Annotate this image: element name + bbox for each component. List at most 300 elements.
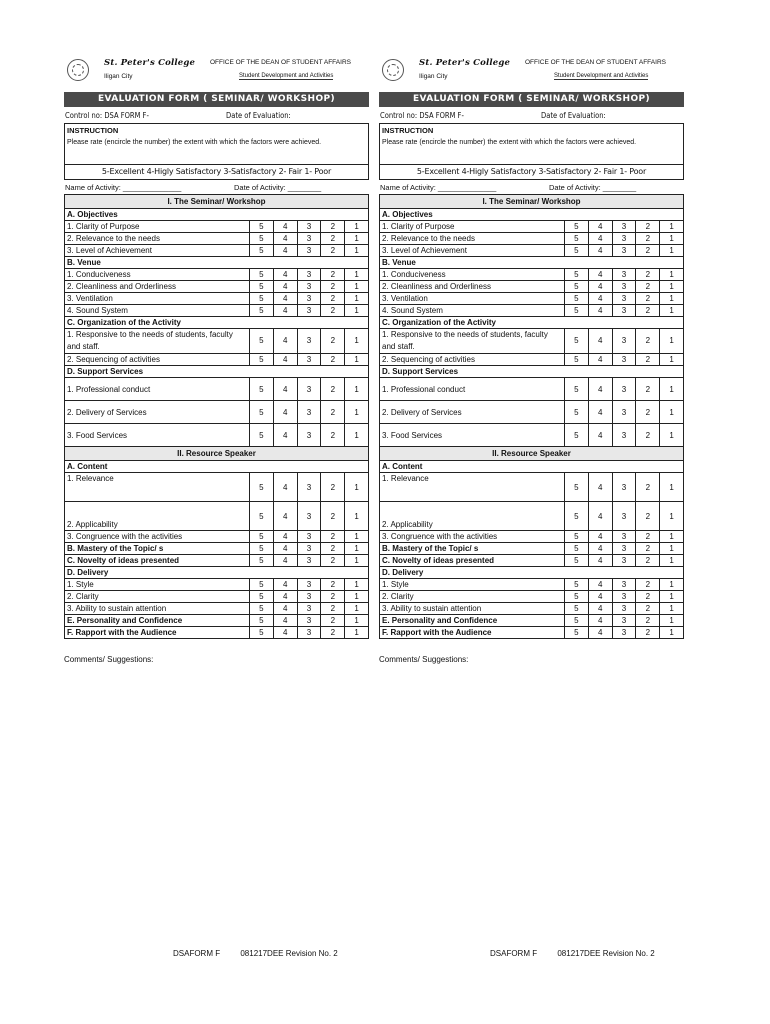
rating-option-5[interactable]: 5 (565, 627, 589, 639)
rating-option-3[interactable]: 3 (612, 424, 636, 447)
rating-option-5[interactable]: 5 (250, 591, 274, 603)
rating-option-3[interactable]: 3 (612, 233, 636, 245)
rating-option-3[interactable]: 3 (612, 401, 636, 424)
rating-option-1[interactable]: 1 (660, 245, 684, 257)
rating-option-1[interactable]: 1 (345, 293, 369, 305)
rating-option-1[interactable]: 1 (345, 281, 369, 293)
criterion-row (65, 424, 369, 447)
evaluation-form-left (64, 55, 369, 664)
criterion-row (65, 293, 369, 305)
rating-option-3[interactable]: 3 (612, 502, 636, 531)
group-title: A. Objectives (380, 209, 684, 221)
rating-option-1[interactable]: 1 (345, 424, 369, 447)
rating-option-1[interactable]: 1 (345, 378, 369, 401)
footer-right (490, 949, 655, 958)
rating-option-2[interactable]: 2 (636, 305, 660, 317)
rating-option-2[interactable]: 2 (636, 221, 660, 233)
rating-option-5[interactable]: 5 (565, 615, 589, 627)
rating-option-1[interactable]: 1 (660, 531, 684, 543)
rating-option-2[interactable]: 2 (636, 531, 660, 543)
rating-option-1[interactable]: 1 (660, 293, 684, 305)
rating-option-2[interactable]: 2 (321, 305, 345, 317)
rating-option-3[interactable]: 3 (297, 555, 321, 567)
rating-option-5[interactable]: 5 (250, 401, 274, 424)
criterion-label: 1. Conduciveness (65, 269, 250, 281)
rating-option-2[interactable]: 2 (321, 354, 345, 366)
criterion-row (65, 603, 369, 615)
rating-option-4[interactable]: 4 (273, 543, 297, 555)
rating-option-4[interactable]: 4 (588, 269, 612, 281)
rating-option-5[interactable]: 5 (250, 354, 274, 366)
rating-option-5[interactable]: 5 (565, 221, 589, 233)
rating-option-3[interactable]: 3 (297, 543, 321, 555)
rating-option-1[interactable]: 1 (345, 245, 369, 257)
rating-option-2[interactable]: 2 (321, 591, 345, 603)
rating-option-3[interactable]: 3 (297, 233, 321, 245)
rating-option-5[interactable]: 5 (565, 603, 589, 615)
rating-option-1[interactable]: 1 (345, 269, 369, 281)
criterion-label: 1. Professional conduct (380, 378, 565, 401)
rating-option-5[interactable]: 5 (565, 281, 589, 293)
rating-option-4[interactable]: 4 (588, 233, 612, 245)
rating-option-1[interactable]: 1 (660, 615, 684, 627)
activity-row (64, 180, 369, 194)
section-header-row (65, 195, 369, 209)
rating-option-4[interactable]: 4 (588, 591, 612, 603)
rating-option-4[interactable]: 4 (588, 615, 612, 627)
rating-option-5[interactable]: 5 (565, 502, 589, 531)
rating-option-4[interactable]: 4 (273, 473, 297, 502)
criterion-row (380, 627, 684, 639)
rating-option-2[interactable]: 2 (636, 627, 660, 639)
rating-option-2[interactable]: 2 (321, 555, 345, 567)
instruction-heading: INSTRUCTION (382, 126, 434, 135)
rating-option-5[interactable]: 5 (565, 473, 589, 502)
instruction-text: Please rate (encircle the number) the extent with which the factors were achieved. (382, 139, 637, 146)
rating-option-3[interactable]: 3 (297, 305, 321, 317)
rating-option-4[interactable]: 4 (273, 269, 297, 281)
rating-option-4[interactable]: 4 (588, 579, 612, 591)
rating-option-2[interactable]: 2 (636, 603, 660, 615)
rating-option-3[interactable]: 3 (612, 269, 636, 281)
criterion-row (65, 378, 369, 401)
rating-option-5[interactable]: 5 (250, 424, 274, 447)
comments-label: Comments/ Suggestions: (64, 655, 154, 664)
rating-option-3[interactable]: 3 (612, 354, 636, 366)
criterion-label: 3. Ventilation (380, 293, 565, 305)
rating-option-5[interactable]: 5 (565, 305, 589, 317)
name-of-activity-field[interactable]: Name of Activity: ______________ (65, 183, 182, 192)
rating-option-1[interactable]: 1 (660, 233, 684, 245)
rating-option-2[interactable]: 2 (636, 424, 660, 447)
rating-option-1[interactable]: 1 (660, 424, 684, 447)
criterion-label: 4. Sound System (380, 305, 565, 317)
criterion-label: E. Personality and Confidence (65, 615, 250, 627)
rating-option-5[interactable]: 5 (565, 401, 589, 424)
rating-option-1[interactable]: 1 (345, 354, 369, 366)
rating-option-3[interactable]: 3 (612, 579, 636, 591)
rating-option-2[interactable]: 2 (636, 401, 660, 424)
criterion-row (380, 245, 684, 257)
rating-option-3[interactable]: 3 (612, 603, 636, 615)
rating-option-3[interactable]: 3 (297, 221, 321, 233)
rating-option-5[interactable]: 5 (250, 627, 274, 639)
rating-option-1[interactable]: 1 (345, 555, 369, 567)
criterion-row (380, 502, 684, 531)
rating-option-4[interactable]: 4 (588, 627, 612, 639)
group-title: C. Organization of the Activity (380, 317, 684, 329)
rating-option-2[interactable]: 2 (636, 245, 660, 257)
rating-option-5[interactable]: 5 (565, 269, 589, 281)
rating-option-5[interactable]: 5 (250, 293, 274, 305)
rating-option-5[interactable]: 5 (250, 281, 274, 293)
rating-option-2[interactable]: 2 (321, 579, 345, 591)
group-header-row (65, 317, 369, 329)
rating-option-5[interactable]: 5 (565, 293, 589, 305)
rating-option-5[interactable]: 5 (250, 378, 274, 401)
criterion-row (380, 579, 684, 591)
criterion-label: 2. Delivery of Services (65, 401, 250, 424)
rating-option-4[interactable]: 4 (588, 424, 612, 447)
rating-option-4[interactable]: 4 (273, 245, 297, 257)
rating-option-1[interactable]: 1 (660, 329, 684, 354)
rating-option-4[interactable]: 4 (273, 424, 297, 447)
criterion-label: 2. Sequencing of activities (380, 354, 565, 366)
rating-option-4[interactable]: 4 (588, 555, 612, 567)
rating-option-4[interactable]: 4 (588, 603, 612, 615)
rating-option-2[interactable]: 2 (636, 579, 660, 591)
section-header-row (65, 447, 369, 461)
rating-option-3[interactable]: 3 (297, 531, 321, 543)
rating-option-2[interactable]: 2 (321, 233, 345, 245)
rating-option-5[interactable]: 5 (250, 531, 274, 543)
rating-option-3[interactable]: 3 (297, 615, 321, 627)
rating-option-3[interactable]: 3 (612, 591, 636, 603)
rating-option-2[interactable]: 2 (321, 531, 345, 543)
rating-option-5[interactable]: 5 (565, 531, 589, 543)
rating-option-3[interactable]: 3 (297, 281, 321, 293)
activity-row (379, 180, 684, 194)
rating-option-3[interactable]: 3 (612, 473, 636, 502)
criterion-label: B. Mastery of the Topic/ s (380, 543, 565, 555)
criterion-row (65, 305, 369, 317)
date-of-evaluation-label: Date of Evaluation: (226, 111, 291, 120)
rating-option-2[interactable]: 2 (636, 233, 660, 245)
rating-option-2[interactable]: 2 (321, 424, 345, 447)
rating-option-4[interactable]: 4 (588, 473, 612, 502)
rating-option-4[interactable]: 4 (273, 502, 297, 531)
criterion-row (65, 543, 369, 555)
criterion-label: 3. Ability to sustain attention (380, 603, 565, 615)
rating-option-4[interactable]: 4 (273, 531, 297, 543)
rating-option-4[interactable]: 4 (588, 293, 612, 305)
rating-option-4[interactable]: 4 (588, 531, 612, 543)
rating-option-5[interactable]: 5 (565, 591, 589, 603)
rating-option-1[interactable]: 1 (660, 555, 684, 567)
rating-option-2[interactable]: 2 (321, 473, 345, 502)
rating-option-2[interactable]: 2 (321, 603, 345, 615)
rating-option-2[interactable]: 2 (636, 555, 660, 567)
rating-option-3[interactable]: 3 (297, 424, 321, 447)
rating-option-3[interactable]: 3 (612, 615, 636, 627)
rating-option-1[interactable]: 1 (660, 269, 684, 281)
rating-option-4[interactable]: 4 (273, 281, 297, 293)
rating-option-3[interactable]: 3 (612, 378, 636, 401)
criterion-label: 2. Cleanliness and Orderliness (65, 281, 250, 293)
rating-option-5[interactable]: 5 (250, 305, 274, 317)
criterion-row (65, 233, 369, 245)
rating-option-4[interactable]: 4 (273, 591, 297, 603)
rating-option-3[interactable]: 3 (297, 603, 321, 615)
rating-option-2[interactable]: 2 (636, 354, 660, 366)
rating-option-3[interactable]: 3 (612, 305, 636, 317)
rating-option-4[interactable]: 4 (273, 627, 297, 639)
section-title: II. Resource Speaker (65, 447, 369, 461)
criterion-row (65, 473, 369, 502)
rating-option-1[interactable]: 1 (345, 627, 369, 639)
criterion-row (380, 543, 684, 555)
comments-label: Comments/ Suggestions: (379, 655, 469, 664)
rating-option-2[interactable]: 2 (321, 543, 345, 555)
rating-option-1[interactable]: 1 (660, 221, 684, 233)
rating-option-5[interactable]: 5 (565, 245, 589, 257)
rating-option-2[interactable]: 2 (321, 378, 345, 401)
rating-option-2[interactable]: 2 (321, 245, 345, 257)
rating-option-3[interactable]: 3 (612, 281, 636, 293)
rating-option-3[interactable]: 3 (297, 401, 321, 424)
criterion-label: 2. Relevance to the needs (380, 233, 565, 245)
rating-option-5[interactable]: 5 (565, 378, 589, 401)
rating-option-1[interactable]: 1 (345, 221, 369, 233)
criterion-row (65, 591, 369, 603)
rating-option-3[interactable]: 3 (297, 354, 321, 366)
rating-option-4[interactable]: 4 (273, 329, 297, 354)
rating-option-5[interactable]: 5 (565, 555, 589, 567)
rating-option-5[interactable]: 5 (565, 329, 589, 354)
footer-left (173, 949, 338, 958)
rating-option-2[interactable]: 2 (321, 615, 345, 627)
criterion-row (380, 269, 684, 281)
rating-option-1[interactable]: 1 (660, 281, 684, 293)
rating-option-5[interactable]: 5 (250, 502, 274, 531)
rating-option-1[interactable]: 1 (660, 603, 684, 615)
rating-option-3[interactable]: 3 (297, 627, 321, 639)
criterion-label: 2. Applicability (380, 502, 565, 531)
rating-option-4[interactable]: 4 (273, 579, 297, 591)
rating-option-2[interactable]: 2 (636, 615, 660, 627)
rating-option-4[interactable]: 4 (273, 603, 297, 615)
criterion-row (380, 591, 684, 603)
date-of-activity-field[interactable]: Date of Activity: ________ (549, 183, 637, 192)
rating-option-2[interactable]: 2 (636, 543, 660, 555)
rating-option-5[interactable]: 5 (250, 555, 274, 567)
date-of-activity-field[interactable]: Date of Activity: ________ (234, 183, 322, 192)
rating-option-1[interactable]: 1 (660, 591, 684, 603)
rating-option-4[interactable]: 4 (588, 543, 612, 555)
rating-option-4[interactable]: 4 (588, 401, 612, 424)
rating-option-1[interactable]: 1 (345, 543, 369, 555)
rating-option-1[interactable]: 1 (345, 579, 369, 591)
rating-option-2[interactable]: 2 (636, 591, 660, 603)
rating-option-2[interactable]: 2 (321, 401, 345, 424)
rating-option-2[interactable]: 2 (321, 502, 345, 531)
rating-option-1[interactable]: 1 (660, 305, 684, 317)
rating-option-5[interactable]: 5 (250, 245, 274, 257)
rating-option-2[interactable]: 2 (636, 293, 660, 305)
criterion-label: 2. Clarity (65, 591, 250, 603)
footer-form-code: DSAFORM F (173, 949, 221, 958)
rating-option-5[interactable]: 5 (250, 329, 274, 354)
instruction-box (64, 123, 369, 165)
criterion-label: 1. Relevance (65, 473, 250, 502)
rating-option-1[interactable]: 1 (660, 401, 684, 424)
rating-option-5[interactable]: 5 (250, 269, 274, 281)
rating-option-5[interactable]: 5 (250, 473, 274, 502)
rating-option-5[interactable]: 5 (250, 603, 274, 615)
rating-option-3[interactable]: 3 (612, 627, 636, 639)
rating-option-3[interactable]: 3 (297, 245, 321, 257)
criterion-label: 3. Congruence with the activities (380, 531, 565, 543)
group-header-row (380, 461, 684, 473)
criterion-label: 2. Relevance to the needs (65, 233, 250, 245)
rating-option-1[interactable]: 1 (345, 473, 369, 502)
rating-option-5[interactable]: 5 (565, 543, 589, 555)
group-title: D. Delivery (65, 567, 369, 579)
rating-option-4[interactable]: 4 (273, 221, 297, 233)
rating-option-3[interactable]: 3 (612, 245, 636, 257)
rating-option-4[interactable]: 4 (273, 378, 297, 401)
rating-option-5[interactable]: 5 (250, 615, 274, 627)
criterion-label: 1. Responsive to the needs of students, faculty and staff. (380, 329, 565, 354)
rating-option-3[interactable]: 3 (297, 579, 321, 591)
rating-option-2[interactable]: 2 (321, 293, 345, 305)
rating-option-2[interactable]: 2 (636, 378, 660, 401)
rating-option-5[interactable]: 5 (250, 233, 274, 245)
rating-option-3[interactable]: 3 (297, 502, 321, 531)
group-title: C. Organization of the Activity (65, 317, 369, 329)
rating-option-5[interactable]: 5 (565, 579, 589, 591)
rating-option-4[interactable]: 4 (273, 615, 297, 627)
rating-option-5[interactable]: 5 (565, 354, 589, 366)
rating-option-1[interactable]: 1 (345, 591, 369, 603)
rating-option-3[interactable]: 3 (297, 269, 321, 281)
rating-option-2[interactable]: 2 (636, 329, 660, 354)
rating-option-3[interactable]: 3 (297, 473, 321, 502)
rating-option-1[interactable]: 1 (345, 305, 369, 317)
rating-option-4[interactable]: 4 (273, 293, 297, 305)
rating-option-1[interactable]: 1 (660, 627, 684, 639)
rating-option-1[interactable]: 1 (660, 354, 684, 366)
rating-option-1[interactable]: 1 (660, 378, 684, 401)
rating-option-4[interactable]: 4 (273, 401, 297, 424)
rating-option-4[interactable]: 4 (588, 221, 612, 233)
rating-option-2[interactable]: 2 (636, 281, 660, 293)
rating-option-2[interactable]: 2 (321, 221, 345, 233)
rating-option-1[interactable]: 1 (345, 329, 369, 354)
rating-option-4[interactable]: 4 (273, 233, 297, 245)
rating-option-4[interactable]: 4 (588, 245, 612, 257)
group-title: A. Content (380, 461, 684, 473)
rating-option-1[interactable]: 1 (345, 615, 369, 627)
criterion-row (65, 354, 369, 366)
form-header (64, 55, 369, 85)
rating-option-2[interactable]: 2 (321, 329, 345, 354)
rating-option-1[interactable]: 1 (345, 603, 369, 615)
rating-option-4[interactable]: 4 (588, 329, 612, 354)
rating-option-1[interactable]: 1 (660, 473, 684, 502)
rating-option-3[interactable]: 3 (297, 329, 321, 354)
rating-option-3[interactable]: 3 (612, 531, 636, 543)
criterion-label: 3. Food Services (65, 424, 250, 447)
rating-option-5[interactable]: 5 (250, 543, 274, 555)
rating-option-4[interactable]: 4 (273, 555, 297, 567)
rating-option-5[interactable]: 5 (250, 579, 274, 591)
footer-form-code: DSAFORM F (490, 949, 538, 958)
rating-option-1[interactable]: 1 (660, 543, 684, 555)
rating-option-5[interactable]: 5 (565, 233, 589, 245)
rating-option-1[interactable]: 1 (345, 502, 369, 531)
criterion-label: 2. Delivery of Services (380, 401, 565, 424)
criterion-label: 3. Ventilation (65, 293, 250, 305)
rating-option-4[interactable]: 4 (588, 502, 612, 531)
criterion-row (65, 579, 369, 591)
rating-option-2[interactable]: 2 (636, 502, 660, 531)
rating-option-3[interactable]: 3 (612, 221, 636, 233)
rating-option-2[interactable]: 2 (321, 281, 345, 293)
rating-option-4[interactable]: 4 (273, 354, 297, 366)
rating-option-1[interactable]: 1 (660, 579, 684, 591)
rating-option-2[interactable]: 2 (636, 473, 660, 502)
form-header (379, 55, 684, 85)
rating-option-3[interactable]: 3 (612, 543, 636, 555)
rating-option-3[interactable]: 3 (612, 293, 636, 305)
rating-option-5[interactable]: 5 (565, 424, 589, 447)
rating-option-2[interactable]: 2 (636, 269, 660, 281)
college-city: Iligan City (419, 73, 448, 80)
rating-option-1[interactable]: 1 (345, 531, 369, 543)
rating-option-4[interactable]: 4 (273, 305, 297, 317)
rating-option-4[interactable]: 4 (588, 305, 612, 317)
rating-option-1[interactable]: 1 (345, 233, 369, 245)
criterion-row (380, 424, 684, 447)
section-title: II. Resource Speaker (380, 447, 684, 461)
rating-option-3[interactable]: 3 (297, 591, 321, 603)
footer-revision: 081217DEE Revision No. 2 (557, 949, 655, 958)
rating-option-2[interactable]: 2 (321, 627, 345, 639)
criterion-label: 1. Style (65, 579, 250, 591)
rating-option-3[interactable]: 3 (297, 378, 321, 401)
criterion-row (65, 269, 369, 281)
rating-option-3[interactable]: 3 (612, 329, 636, 354)
rating-option-1[interactable]: 1 (345, 401, 369, 424)
rating-option-2[interactable]: 2 (321, 269, 345, 281)
criterion-row (65, 615, 369, 627)
control-row (64, 107, 369, 123)
section-header-row (380, 195, 684, 209)
rating-option-4[interactable]: 4 (588, 354, 612, 366)
rating-option-3[interactable]: 3 (297, 293, 321, 305)
college-name: St. Peter's College (104, 58, 196, 68)
rating-option-5[interactable]: 5 (250, 221, 274, 233)
criterion-row (380, 354, 684, 366)
rating-table (64, 194, 369, 639)
name-of-activity-field[interactable]: Name of Activity: ______________ (380, 183, 497, 192)
rating-option-4[interactable]: 4 (588, 378, 612, 401)
rating-option-4[interactable]: 4 (588, 281, 612, 293)
rating-option-1[interactable]: 1 (660, 502, 684, 531)
criterion-label: 3. Ability to sustain attention (65, 603, 250, 615)
rating-option-3[interactable]: 3 (612, 555, 636, 567)
